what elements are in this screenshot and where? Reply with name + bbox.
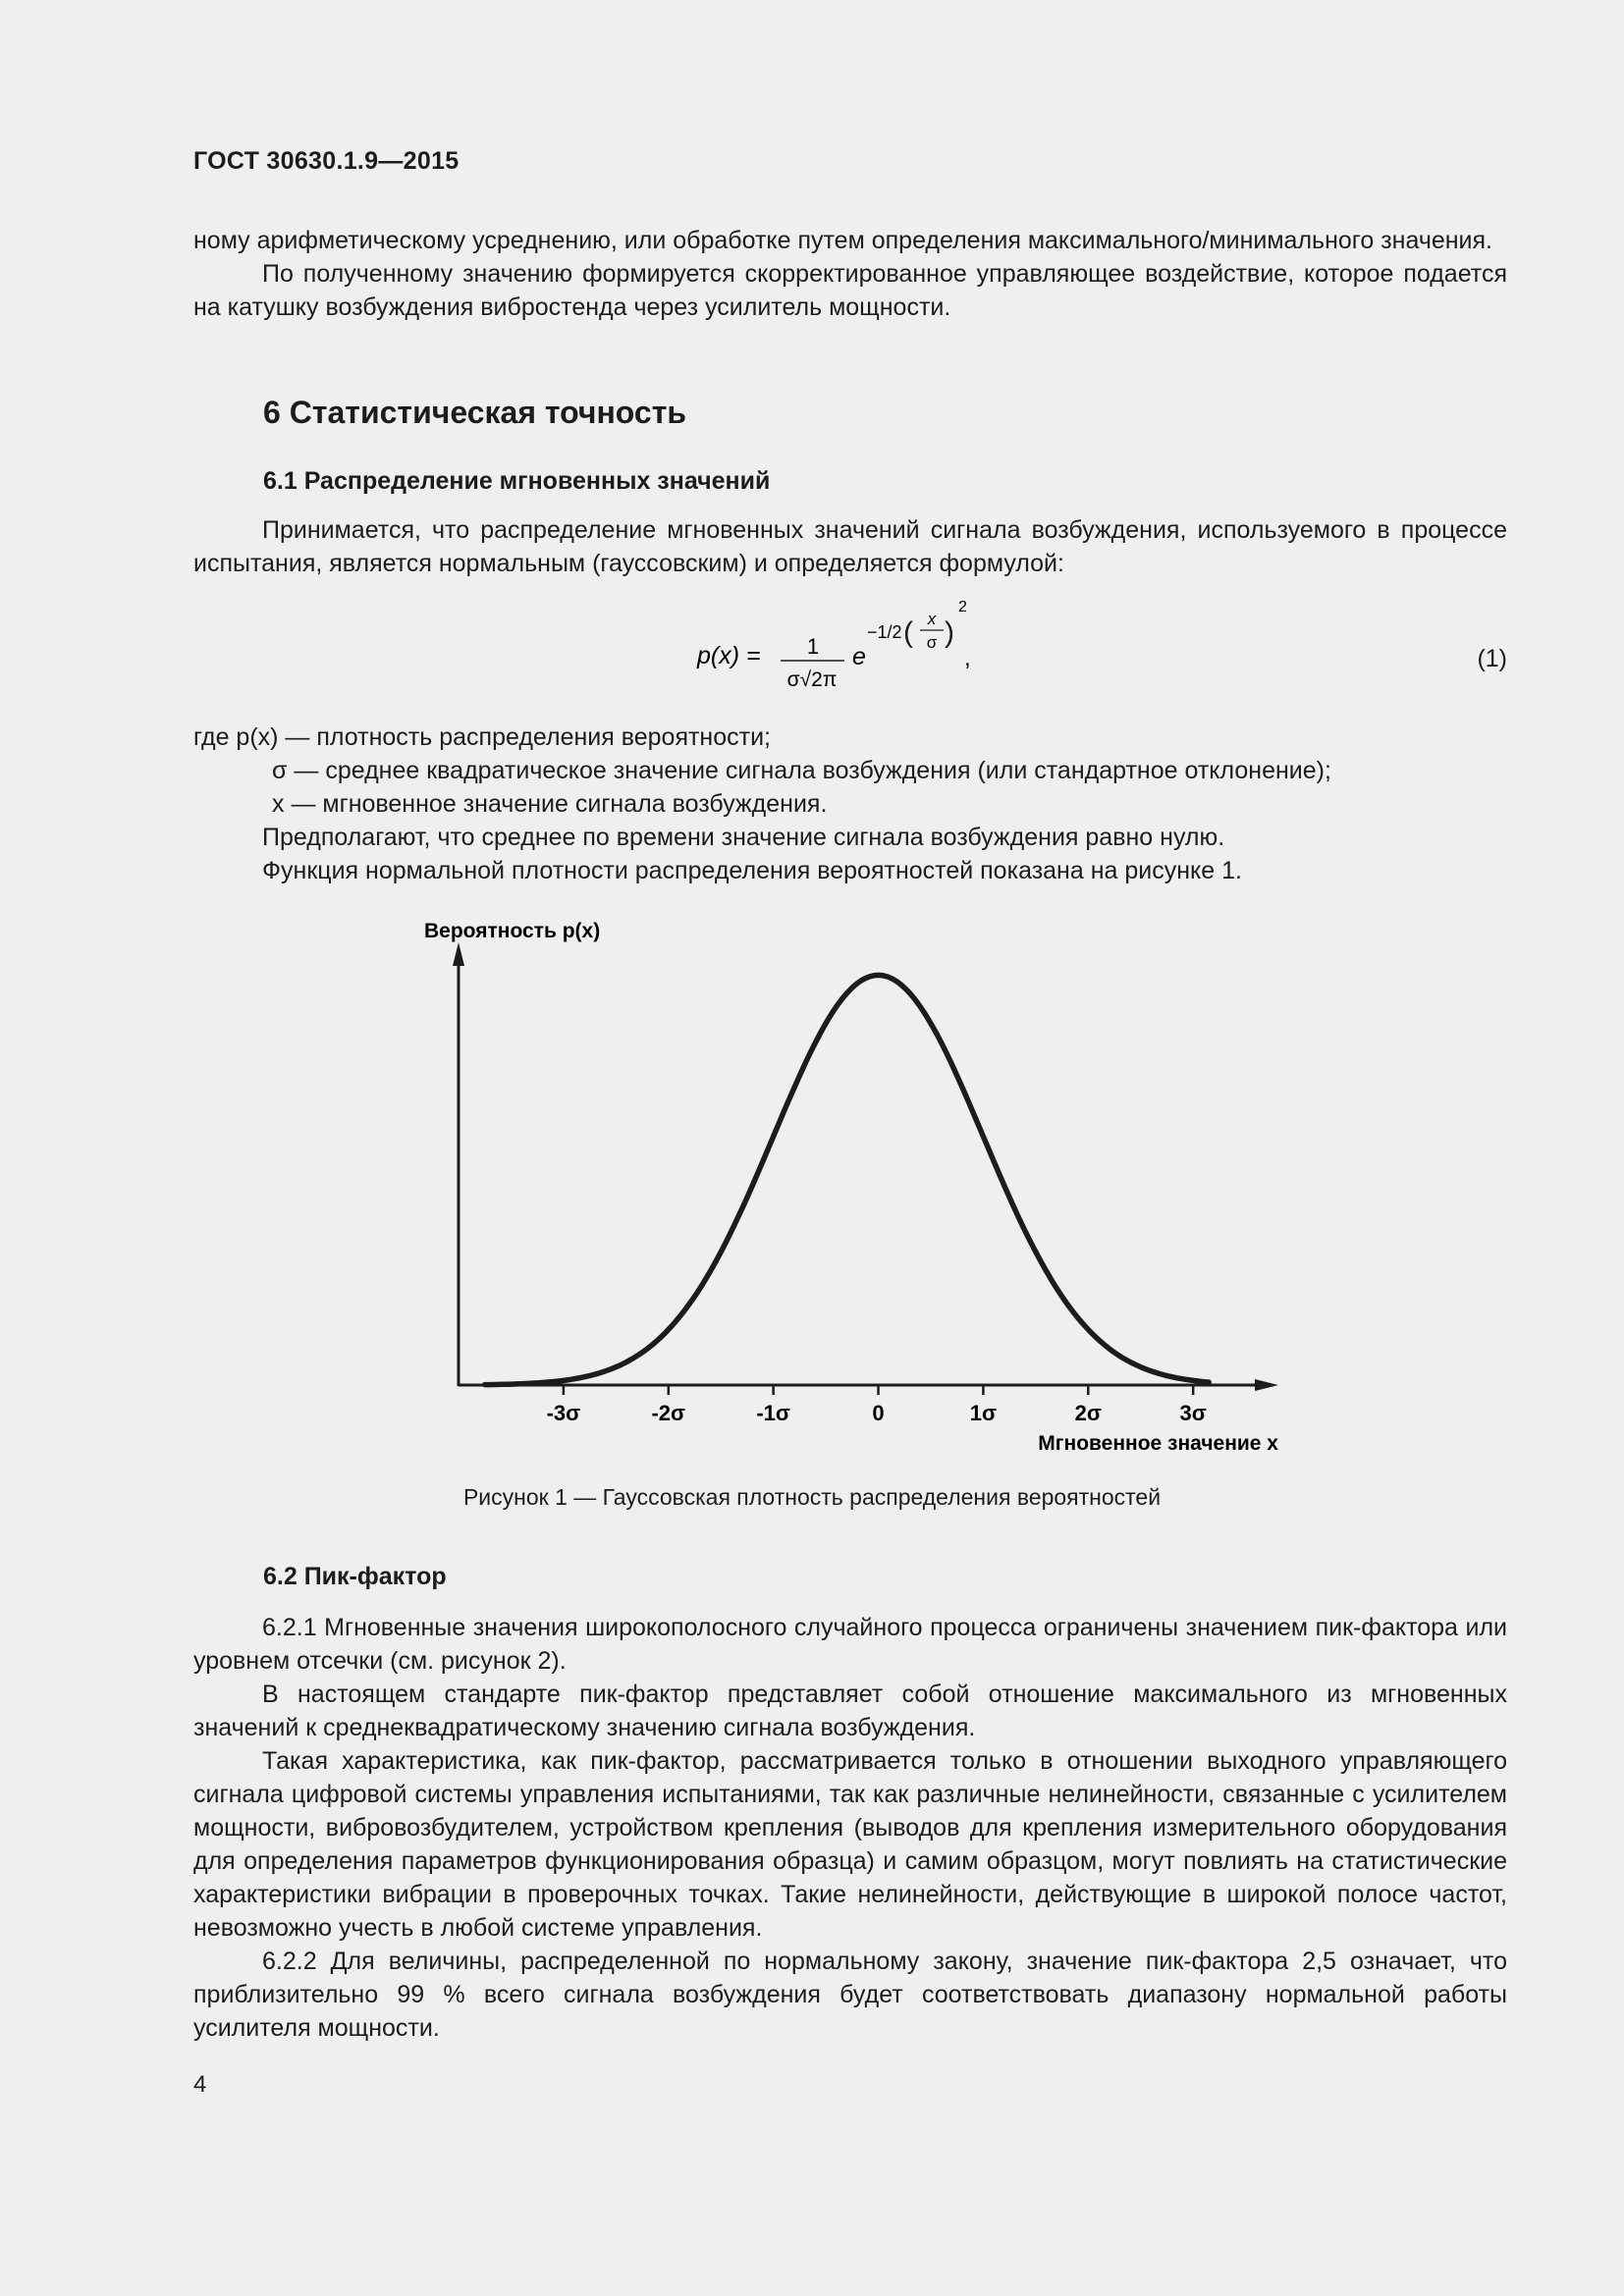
- formula-comma: ,: [964, 645, 971, 671]
- formula-numerator: 1: [806, 634, 820, 659]
- x-tick-label: -3σ: [546, 1401, 581, 1425]
- formula-base: e: [852, 643, 866, 670]
- y-axis-label: Вероятность p(x): [424, 920, 601, 942]
- y-axis-arrow: [453, 942, 464, 966]
- page-number: 4: [193, 2071, 207, 2098]
- formula-exponent: −1/2: [867, 622, 902, 642]
- exponent-power: 2: [958, 599, 967, 615]
- subsection-heading: 6.1 Распределение мгновенных значений: [263, 467, 771, 495]
- paragraph: Функция нормальной плотности распределения вероятностей показана на рисунке 1.: [262, 857, 1242, 884]
- paragraph: В настоящем стандарте пик-фактор представляет собой отношение максимального из мгновенных значений к среднеквадратическому значению сигнала возбуждения.: [193, 1681, 1507, 1741]
- definition-x: x — мгновенное значение сигнала возбуждения.: [272, 790, 828, 818]
- x-tick-label: -2σ: [651, 1401, 686, 1425]
- exponent-denominator: σ: [926, 633, 938, 652]
- crest-factor-text: [193, 1611, 1507, 2045]
- formula-number: (1): [1477, 645, 1507, 672]
- x-tick-label: 1σ: [969, 1401, 998, 1425]
- paragraph: 6.2.1 Мгновенные значения широкополосного случайного процесса ограничены значением пик-фактора или уровнем отсечки (см. рисунок 2).: [193, 1614, 1507, 1675]
- x-tick-label: 0: [872, 1401, 885, 1425]
- close-paren: ): [945, 616, 954, 649]
- figure-caption: Рисунок 1 — Гауссовская плотность распределения вероятностей: [462, 1484, 1162, 1510]
- formula-lhs: p(x) =: [697, 642, 761, 669]
- x-tick-label: 2σ: [1074, 1401, 1102, 1425]
- definition-sigma: σ — среднее квадратическое значение сигнала возбуждения (или стандартное отклонение);: [272, 757, 1331, 784]
- paragraph: Такая характеристика, как пик-фактор, рассматривается только в отношении выходного управляющего сигнала цифровой системы управления испытаниями, так как различные нелинейности, связанные с усилителем мощности, вибровозбудителем, устройством крепления (выводов для крепления измерительного оборудования для определения параметров функционирования образца) и самим образцом, могут повлиять на статистические характеристики вибрации в проверочных точках. Такие нелинейности, действующие в широкой полосе частот, невозможно учесть в любой системе управления.: [193, 1747, 1507, 1942]
- paragraph: По полученному значению формируется скорректированное управляющее воздействие, которое подается на катушку возбуждения вибростенда через усилитель мощности.: [193, 260, 1507, 321]
- x-axis-arrow: [1255, 1379, 1278, 1391]
- x-tick-label: 3σ: [1179, 1401, 1207, 1425]
- paragraph: ному арифметическому усреднению, или обработке путем определения максимального/минимального значения.: [193, 227, 1492, 254]
- gaussian-curve: [485, 975, 1209, 1384]
- paragraph: 6.2.2 Для величины, распределенной по нормальному закону, значение пик-фактора 2,5 означает, что приблизительно 99 % всего сигнала возбуждения будет соответствовать диапазону нормальной работы усилителя мощности.: [193, 1948, 1507, 2042]
- x-axis-label: Мгновенное значение x: [1038, 1432, 1278, 1455]
- definition-px: где p(x) — плотность распределения вероятности;: [193, 723, 772, 751]
- paragraph: Принимается, что распределение мгновенных значений сигнала возбуждения, используемого в процессе испытания, является нормальным (гауссовским) и определяется формулой:: [193, 516, 1507, 577]
- section-heading: 6 Статистическая точность: [263, 395, 687, 430]
- exponent-numerator: x: [927, 610, 937, 628]
- document-header: ГОСТ 30630.1.9—2015: [193, 147, 460, 175]
- paragraph: Предполагают, что среднее по времени значение сигнала возбуждения равно нулю.: [262, 824, 1225, 851]
- open-paren: (: [903, 616, 913, 649]
- formula-denominator: σ√2π: [786, 668, 838, 691]
- x-tick-label: -1σ: [756, 1401, 790, 1425]
- subsection-heading: 6.2 Пик-фактор: [263, 1563, 447, 1590]
